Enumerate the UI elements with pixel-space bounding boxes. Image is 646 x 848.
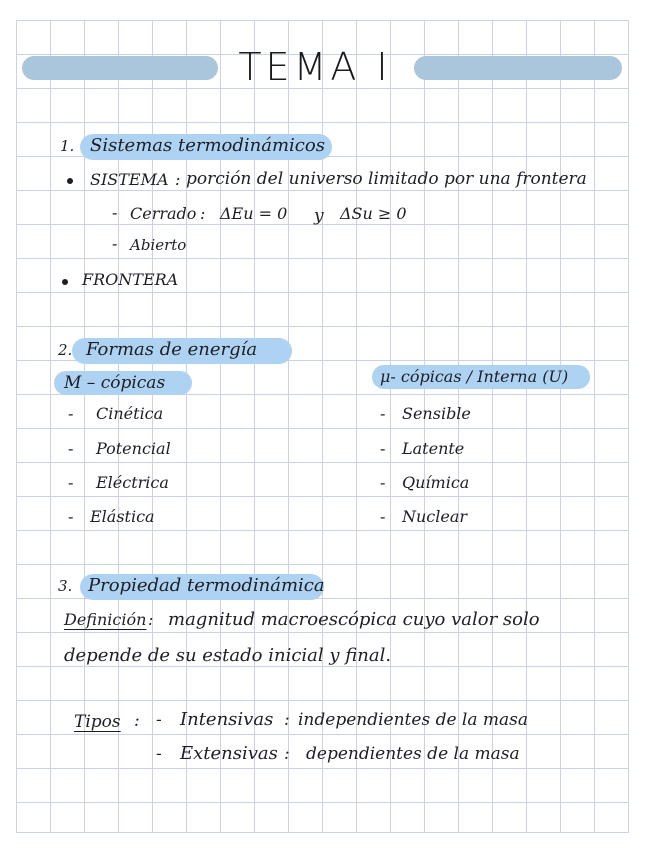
energy-sensible: Sensible [402, 404, 471, 423]
title-bar-left [22, 56, 218, 80]
dash: - [156, 710, 162, 730]
energy-elastica: Elástica [90, 507, 155, 526]
dash: - [68, 439, 74, 458]
definition-line-1: magnitud macroescópica cuyo valor solo [168, 609, 540, 630]
cerrado-colon: : [200, 204, 206, 223]
tipo-extensivas: Extensivas [180, 743, 278, 764]
dash: - [380, 473, 386, 492]
equation-entropy: ΔSu ≥ 0 [340, 204, 407, 223]
section-2-number: 2. [58, 341, 73, 359]
section-3-heading: Propiedad termodinámica [88, 575, 325, 596]
sistema-definition: porción del universo limitado por una frontera [186, 169, 587, 189]
connector-y: y [314, 206, 324, 226]
definition-line-2: depende de su estado inicial y final. [64, 645, 392, 666]
dash: - [156, 744, 162, 764]
section-1-heading: Sistemas termodinámicos [90, 135, 325, 156]
bullet [67, 178, 73, 184]
tipos-label: Tipos [74, 712, 121, 732]
cerrado-label: Cerrado [130, 204, 197, 223]
frontera-label: FRONTERA [82, 270, 179, 289]
tipo-intensivas-desc: independientes de la masa [298, 710, 529, 730]
sistema-separator: : [175, 170, 181, 189]
section-1-number: 1. [60, 137, 75, 155]
definition-label: Definición [64, 610, 147, 629]
tipos-colon: : [134, 711, 140, 731]
definition-colon: : [148, 610, 154, 629]
energy-quimica: Química [402, 473, 470, 492]
energy-potencial: Potencial [96, 439, 171, 458]
dash: - [380, 439, 386, 458]
energy-latente: Latente [402, 439, 465, 458]
dash: - [380, 404, 386, 423]
energy-nuclear: Nuclear [402, 507, 468, 526]
dash: - [380, 507, 386, 526]
macro-heading: M – cópicas [64, 373, 166, 393]
energy-cinetica: Cinética [96, 404, 164, 423]
section-3-number: 3. [58, 577, 73, 595]
tipo-intensivas: Intensivas [180, 709, 274, 730]
dash: - [112, 203, 118, 222]
dash: - [68, 404, 74, 423]
dash: - [68, 507, 74, 526]
abierto-label: Abierto [130, 236, 187, 254]
bullet [62, 279, 68, 285]
energy-electrica: Eléctrica [96, 473, 169, 492]
section-2-heading: Formas de energía [86, 339, 258, 360]
equation-energy: ΔEu = 0 [220, 204, 288, 223]
tipo-colon: : [284, 710, 290, 730]
tipo-extensivas-desc: dependientes de la masa [306, 744, 520, 764]
dash: - [68, 473, 74, 492]
sistema-label: SISTEMA [90, 170, 169, 189]
tipo-colon: : [284, 744, 290, 764]
page-title: TEMA I [238, 45, 392, 89]
micro-heading: μ- cópicas / Interna (U) [380, 367, 569, 386]
dash: - [112, 234, 118, 253]
title-bar-right [414, 56, 622, 80]
